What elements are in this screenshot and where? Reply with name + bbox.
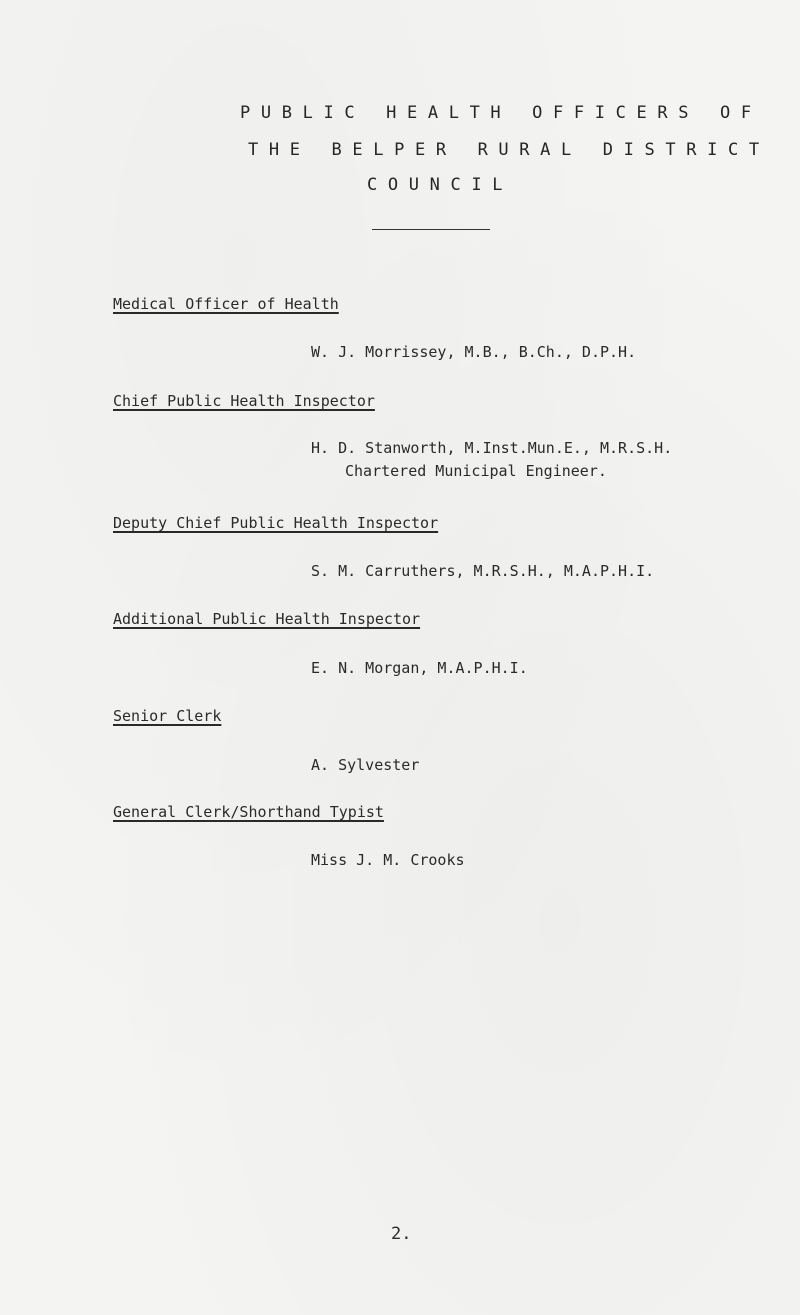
name-chief-inspector: H. D. Stanworth, M.Inst.Mun.E., M.R.S.H. — [311, 439, 673, 457]
name-medical-officer: W. J. Morrissey, M.B., B.Ch., D.P.H. — [311, 343, 637, 361]
title-underline — [372, 229, 490, 230]
qualification-chief-inspector: Chartered Municipal Engineer. — [345, 462, 607, 480]
name-senior-clerk: A. Sylvester — [311, 756, 420, 774]
name-general-clerk: Miss J. M. Crooks — [311, 851, 465, 869]
heading-general-clerk: General Clerk/Shorthand Typist — [113, 803, 384, 821]
title-line-2: T H E B E L P E R R U R A L D I S T R I C T — [248, 140, 760, 160]
heading-medical-officer: Medical Officer of Health — [113, 295, 339, 313]
heading-senior-clerk: Senior Clerk — [113, 707, 222, 725]
heading-chief-inspector: Chief Public Health Inspector — [113, 392, 375, 410]
name-deputy-chief-inspector: S. M. Carruthers, M.R.S.H., M.A.P.H.I. — [311, 562, 655, 580]
title-line-1: P U B L I C H E A L T H O F F I C E R S O F — [240, 103, 752, 123]
page-number: 2. — [391, 1224, 412, 1244]
heading-additional-inspector: Additional Public Health Inspector — [113, 610, 421, 628]
title-line-3: C O U N C I L — [367, 175, 503, 195]
name-additional-inspector: E. N. Morgan, M.A.P.H.I. — [311, 659, 528, 677]
heading-deputy-chief-inspector: Deputy Chief Public Health Inspector — [113, 514, 439, 532]
